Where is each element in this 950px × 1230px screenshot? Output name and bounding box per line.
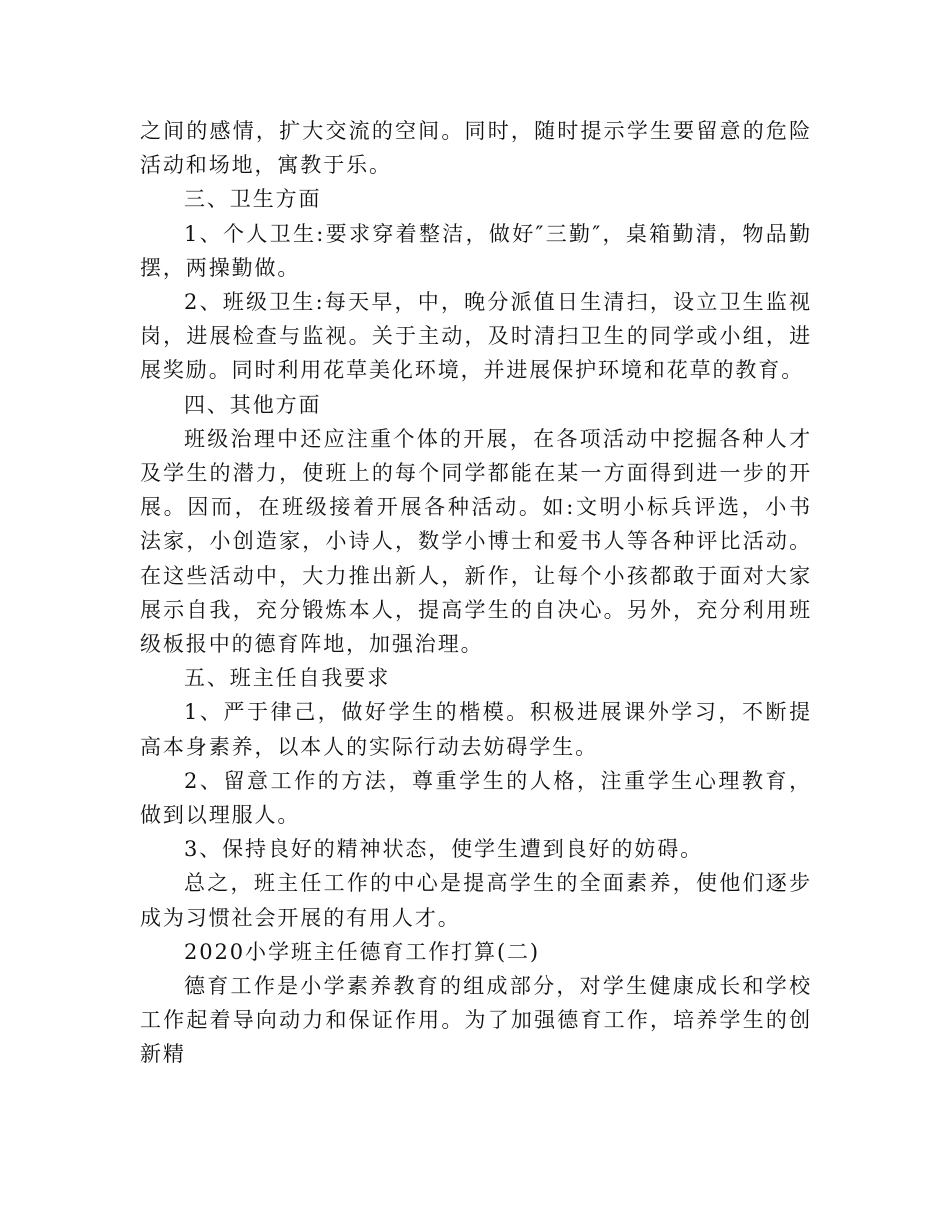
paragraph: 2、班级卫生:每天早，中，晚分派值日生清扫，设立卫生监视岗，进展检查与监视。关于主动，及时清扫卫生的同学或小组，进展奖励。同时利用花草美化环境，并进展保护环境和花草的教育。 bbox=[140, 290, 812, 383]
paragraph: 1、严于律己，做好学生的楷模。积极进展课外学习，不断提高本身素养，以本人的实际行动去妨碍学生。 bbox=[140, 700, 812, 759]
paragraph: 之间的感情，扩大交流的空间。同时，随时提示学生要留意的危险活动和场地，寓教于乐。 bbox=[140, 119, 812, 178]
paragraph: 2、留意工作的方法，尊重学生的人格，注重学生心理教育，做到以理服人。 bbox=[140, 768, 812, 828]
section-heading: 五、班主任自我要求 bbox=[184, 666, 391, 691]
document-title: 2020小学班主任德育工作打算(二) bbox=[184, 939, 541, 964]
paragraph: 班级治理中还应注重个体的开展，在各项活动中挖掘各种人才及学生的潜力，使班上的每个同学都能在某一方面得到进一步的开展。因而，在班级接着开展各种活动。如:文明小标兵评选，小书法家，小创造家，小诗人，数学小博士和爱书人等各种评比活动。在这些活动中，大力推出新人，新作，让每个小孩都敢于面对大家展示自我，充分锻炼本人，提高学生的自决心。另外，充分利用班级板报中的德育阵地，加强治理。 bbox=[140, 426, 812, 657]
paragraph: 总之，班主任工作的中心是提高学生的全面素养，使他们逐步成为习惯社会开展的有用人才。 bbox=[140, 871, 812, 930]
section-heading: 四、其他方面 bbox=[184, 392, 322, 417]
paragraph: 3、保持良好的精神状态，使学生遭到良好的妨碍。 bbox=[184, 837, 704, 862]
document-body bbox=[140, 114, 812, 1072]
paragraph: 1、个人卫生:要求穿着整洁，做好″三勤″，桌箱勤清，物品勤摆，两操勤做。 bbox=[140, 221, 812, 280]
paragraph: 德育工作是小学素养教育的组成部分，对学生健康成长和学校工作起着导向动力和保证作用。为了加强德育工作，培养学生的创新精 bbox=[140, 974, 812, 1067]
section-heading: 三、卫生方面 bbox=[184, 187, 322, 212]
